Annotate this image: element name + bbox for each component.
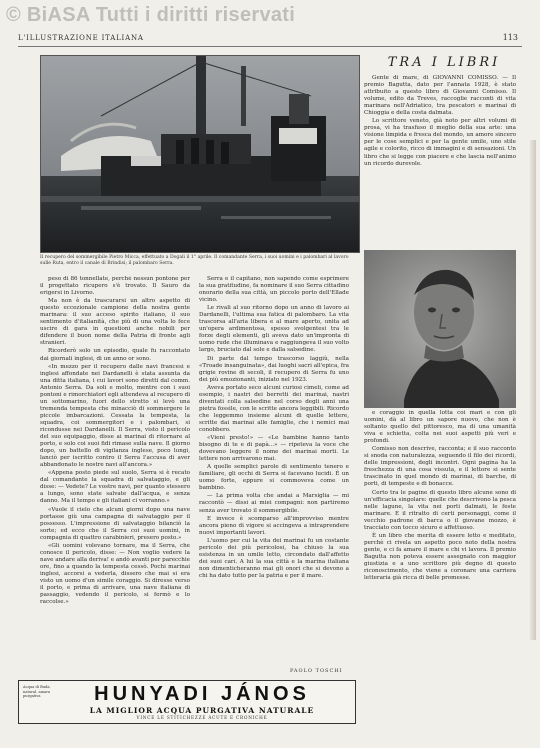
book-review-bottom xyxy=(364,410,516,682)
running-head: L'ILLUSTRAZIONE ITALIANA xyxy=(18,34,144,42)
hunyadi-advertisement xyxy=(18,680,356,724)
watermark: © BiASA Tutti i diritti riservati xyxy=(6,4,296,26)
paragraph: Serra e il capitano, non sapendo come esprimere la sua gratitudine, fa nominare il suo Serra cittadino onorario della sua città, un piccolo porto dell'Ellade vicino. xyxy=(199,276,349,304)
paragraph: Comisso non descrive, racconta; e il suo racconto si snoda con naturalezza, seguendo il filo dei ricordi, delle impressioni, degli incontri. Ogni pagina ha la freschezza di una cosa vissuta, e il lettore si sente trascinato in quel mondo di marinai, di barche, di porti, di tempeste e di bonacce. xyxy=(364,446,516,488)
author-portrait xyxy=(364,250,516,408)
author-portrait-illustration xyxy=(364,250,516,408)
paragraph: È un libro che merita di essere letto e meditato, perchè ci rivela un aspetto poco noto della nostra gente, e ci fa amare il mare e chi vi lavora. Il premio Bagutta non poteva essere assegnato con maggior giustizia e a uno scrittore più degno di questo riconoscimento, che viene a coronare una carriera letteraria già ricca di belle promesse. xyxy=(364,532,516,582)
paragraph: «In mezzo per il recupero dalle navi francesi e inglesi affondate nei Dardanelli è stata assunta da una ditta italiana, i cui lavori sono diretti dal comm. Antonio Serra. Da soli e molto, mentre con i suoi pontoni e rimorchiatori egli attendeva al recupero di un sottomarino, fuori dello stretto si levò una tremenda tempesta che minacciò di sommergere le piccole imbarcazioni. Cessata la tempesta, la squadra, coi sommergitori e i palombari, si ricondusse nei Dardanelli. Il Serra, visto il pericolo del suo equipaggio, disse ai marinai di ritornare al porto, e solo coi suoi fidi rimase sulla nave. Il giorno dopo, un battello di vigilanza inglese, poco lungi, lanciò per iscritto contro il Serra l'accusa di aver abbandonato le nostre navi all'ancora.» xyxy=(40,363,190,469)
paragraph: Certo tra le pagine di questo libro alcune sono di un'efficacia singolare: quelle che descrivono la pesca nelle lagune, la vita nei porti dalmati, le feste marinare. E il ritratto di certi personaggi, come il vecchio padrone di barca o il giovane mozzo, è tracciato con tocco sicuro e affettuoso. xyxy=(364,489,516,531)
article-column-middle xyxy=(199,276,349,662)
paragraph: Ricorderò solo un episodio, quale fu raccontato dai giornali inglesi, di un anno or sono. xyxy=(40,348,190,362)
page-number: 113 xyxy=(502,33,518,42)
paragraph: «Vuole il cielo che alcuni giorni dopo una nave portasse giù una campagna di salvataggio per il possesso. L'impressione di salvataggio bilanciò la sorte; ed ecco che il Serra coi suoi uomini, in compagnia di quattro carabinieri, presero posto.» xyxy=(40,506,190,541)
top-rule xyxy=(18,46,522,47)
paragraph: Lo scrittore veneto, già noto per altri volumi di prosa, vi ha trasfuso il meglio della sua arte: una visione limpida e fresca del mondo, un amore sincero per le cose semplici e per la gente umile, uno stile agile e colorito, ricco di immagini e di sensazioni. Un libro che si legge con piacere e che lascia nell'animo un ricordo durevole. xyxy=(364,118,516,167)
article-column-left xyxy=(40,276,190,643)
paragraph: peso di 86 tonnellate, perchè nessun pontone per il progettato ricupero s'è trovato. Il Sauro da erigersi in Livorno. xyxy=(40,276,190,297)
paragraph: Ma non è da trascurarsi un altro aspetto di questo eccezionale campione della nostra gente marinara: il suo acceso spirito italiano, il suo sentimento d'italianità, che più di una volta lo fece uscire di gara in questioni anche nobili per difendere il buon nome della Patria di fronte agli stranieri. xyxy=(40,298,190,347)
photo-caption: Il recupero del sommergibile Pietro Micca, effettuato a Dogali il 1° aprile. Il comandante Serra, i suoi uomini e i palombari al lavoro sulle Ruta, entro il canale di Brindisi; il palombaro Serra. xyxy=(40,255,349,266)
paragraph: Le rivali al suo ritorno dopo un anno di lavoro ai Dardanelli, l'ultima sua fatica di palombaro. La vita trascorsa all'aria libera e al mare aperto, unita ad un'opera ardimentosa, spesso svolgentesi tra le forze degli elementi, gli aveva dato un'impronta di uomo rude che illuminava e raggiungeva il suo volto largo, bruciato dal sole e dalla salsedine. xyxy=(199,305,349,354)
paragraph: «Vieni presto!» — «Le bambine hanno tanto bisogno di te e di papà...» — ripeteva la voce che dovevano leggere il nome dei marinai morti. Le lettere non arrivarono mai. xyxy=(199,435,349,463)
paragraph: e coraggio in quella lotta coi mari e con gli uomini, dà al libro un sapore nuovo, che non è soltanto quello del pittoresco, ma di una umanità viva e schietta, colta nei suoi aspetti più veri e profondi. xyxy=(364,410,516,445)
section-title: TRA I LIBRI xyxy=(387,55,501,70)
salvage-photo xyxy=(40,55,360,253)
ad-subtitle: LA MIGLIOR ACQUA PURGATIVA NATURALE xyxy=(89,706,315,715)
paragraph: L'uomo per cui la vita dei marinai fu un costante pericolo dei più pericolosi, ha chiuso la sua esistenza in un umile letto, circondato dall'affetto dei suoi cari. A lui la sua città e la marina italiana non dimenticheranno mai gli onori che si devono a chi ha dato tutto per la patria e per il mare. xyxy=(199,537,349,579)
salvage-photo-illustration xyxy=(41,56,359,252)
paragraph: — La prima volta che andai a Marsiglia — mi raccontò — dissi ai miei compagni: non partiremo senza aver trovato il sommergibile. xyxy=(199,493,349,514)
paragraph: Aveva portato seco alcuni curiosi cimeli, come ad esempio, i nastri dei berretti dei marinai, nastri diventati colla salsedine nel corso degli anni una pietra fossile, con le scritte ancora leggibili. Ricordo che leggemmo insieme alcuni di quelle lettere, scritte dai marinai alle famiglie, che i nemici mai conobbero. xyxy=(199,384,349,433)
paragraph: E invece è scomparso all'improvviso mentre ancora pieno di vigore si accingeva a intraprendere nuovi importanti lavori. xyxy=(199,515,349,536)
paragraph: «Appena posto piede sul suolo, Serra si è recato dal comandante la squadra di salvataggio, e gli disse: — Vedete? Le vostre navi, per quanto stessero a lungo, sono state salvate dall'acqua, e senza danno. Ma il tempo e gli italiani ci vorranno.» xyxy=(40,470,190,505)
ad-small-text: Acqua di Buda, natural. amara purgativa xyxy=(23,685,51,698)
paragraph: Di parte dal tempo trascorso laggiù, nella «Troade insanguinata», dai luoghi sacri all'epica, fra grigie rovine di secoli, il recupero di Serra fu uno dei più emozionanti, iniziato nel 1923. xyxy=(199,355,349,383)
ad-tagline: VINCE LE STITICHEZZE ACUTE E CRONICHE xyxy=(136,715,268,720)
page-edge-shadow xyxy=(530,140,536,640)
book-review-top xyxy=(364,75,516,251)
paragraph: Gente di mare, di GIOVANNI COMISSO. — Il premio Bagutta, dato per l'annata 1928, è stato attribuito a questo libro di Giovanni Comisso. Il volume, edito da Treves, raccoglie racconti di vita marinara nell'Adriatico, tra pescatori e marinai di Chioggia e della costa dalmata. xyxy=(364,75,516,117)
ad-title: HUNYADI JÁNOS xyxy=(94,683,310,705)
paragraph: «Gli uomini volevano tornare, ma il Serra, che conosce il pericolo, disse: — Non voglio vedere la nave andare alla deriva! e andò avanti per parecchie ore, fino a quando la tempesta cessò. Pochi marinai inglesi, accorsi a vederla, dissero che mai si era visto un uomo d'un simile coraggio. Si diresse verso il porto, e prima di arrivare, una nave italiana di passaggio, vedendo il pericolo, si fermò e lo raccolse.» xyxy=(40,542,190,606)
article-signature: PAOLO TOSCHI xyxy=(290,668,343,674)
paragraph: A quelle semplici parole di sentimento tenero e familiare, gli occhi di Serra si facevano lucidi. È un uomo forte, eppure si commoveva come un bambino. xyxy=(199,464,349,492)
